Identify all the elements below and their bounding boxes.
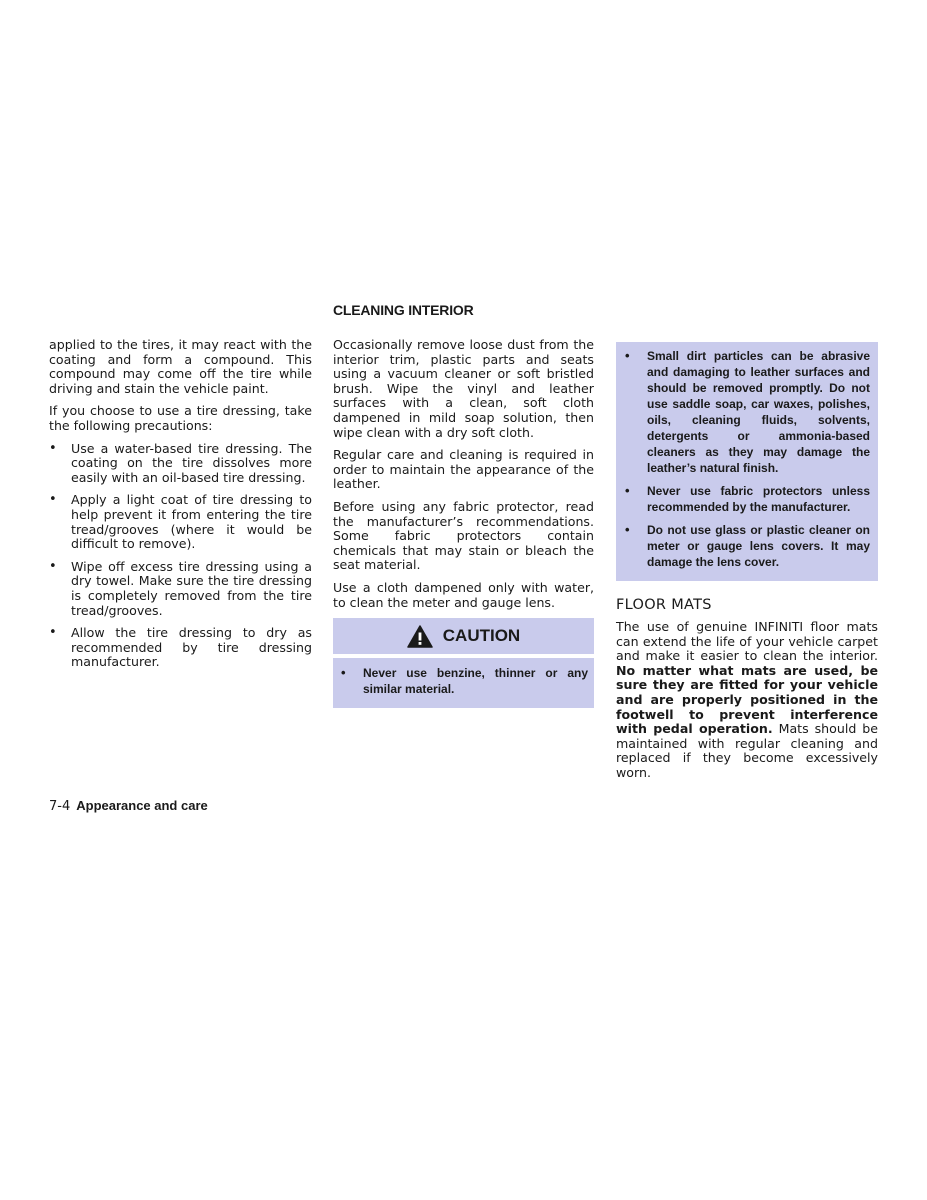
caution-box xyxy=(333,658,594,708)
list-item: • Do not use glass or plastic cleaner on meter or gauge lens covers. It may damage the lens cover. xyxy=(625,522,870,570)
paragraph-tire-precautions-intro: If you choose to use a tire dressing, take the following precautions: xyxy=(49,403,312,433)
paragraph-regular-care: Regular care and cleaning is required in order to maintain the appearance of the leather. xyxy=(333,447,594,492)
list-item: • Allow the tire dressing to dry as recommended by tire dressing manufacturer. xyxy=(49,626,312,670)
page-footer xyxy=(49,798,208,814)
footer-section-title: Appearance and care xyxy=(76,798,208,813)
list-item: • Small dirt particles can be abrasive and damaging to leather surfaces and should be removed promptly. Do not use saddle soap, car waxes, polishes, oils, cleaning fluids, solvents, detergents or ammonia-based cleaners as they may damage the leather’s natural finish. xyxy=(625,348,870,476)
page-number: 7-4 xyxy=(49,799,71,814)
list-item: • Wipe off excess tire dressing using a dry towel. Make sure the tire dressing is completely removed from the tire tread/grooves. xyxy=(49,560,312,618)
paragraph-fabric-protector: Before using any fabric protector, read the manufacturer’s recommendations. Some fabric protectors contain chemicals that may stain or bleach the seat material. xyxy=(333,498,594,573)
warning-triangle-icon xyxy=(407,625,433,648)
caution-title: CAUTION xyxy=(442,626,521,646)
floor-mats-intro: The use of genuine INFINITI floor mats can extend the life of your vehicle carpet and make it easier to clean the interior. xyxy=(616,619,878,664)
paragraph-remove-dust: Occasionally remove loose dust from the interior trim, plastic parts and seats using a vacuum cleaner or soft bristled brush. Wipe the vinyl and leather surfaces with a clean, soft cloth dampened in mild soap solution, then wipe clean with a dry soft cloth. xyxy=(333,337,594,440)
list-item: • Apply a light coat of tire dressing to help prevent it from entering the tire tread/grooves (where it would be difficult to remove). xyxy=(49,493,312,551)
floor-mats-warning: No matter what mats are used, be sure they are fitted for your vehicle and are properly positioned in the footwell to prevent interference with pedal operation. xyxy=(616,662,878,737)
paragraph-floor-mats xyxy=(616,620,878,781)
paragraph-tire-compound: applied to the tires, it may react with the coating and form a compound. This compound may come off the tire while driving and stain the vehicle paint. xyxy=(49,337,312,396)
tire-precautions-list xyxy=(49,442,312,670)
leather-warning-list xyxy=(625,348,870,570)
floor-mats-heading: FLOOR MATS xyxy=(616,597,712,613)
column-left xyxy=(49,338,312,678)
list-item: • Never use fabric protectors unless recommended by the manufacturer. xyxy=(625,483,870,515)
list-item: • Never use benzine, thinner or any similar material. xyxy=(341,665,588,697)
section-title: CLEANING INTERIOR xyxy=(333,302,474,318)
caution-list xyxy=(341,665,588,697)
column-middle xyxy=(333,338,594,708)
list-item: • Use a water-based tire dressing. The coating on the tire dissolves more easily with an oil-based tire dressing. xyxy=(49,442,312,486)
paragraph-meter-lens: Use a cloth dampened only with water, to clean the meter and gauge lens. xyxy=(333,579,594,610)
caution-header xyxy=(333,618,594,654)
floor-mats-outro: Mats should be maintained with regular cleaning and replaced if they become excessively worn. xyxy=(616,721,879,780)
column-right xyxy=(616,342,878,789)
leather-warning-box xyxy=(616,342,878,581)
